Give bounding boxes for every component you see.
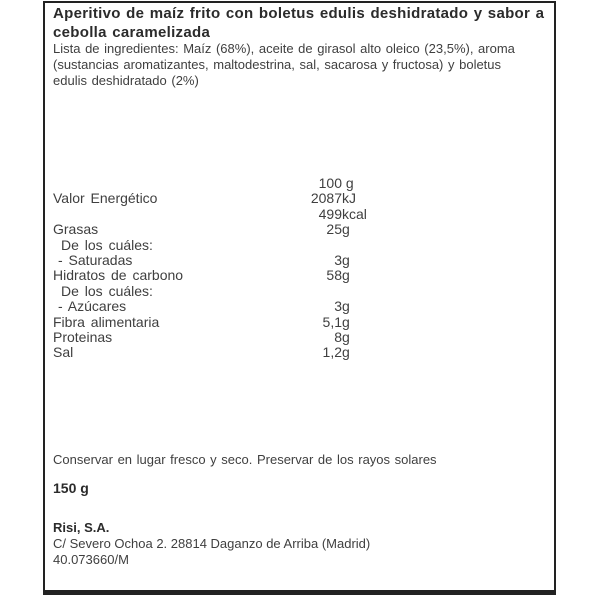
nutrient-unit: g	[342, 221, 350, 238]
nutrition-table	[53, 176, 548, 361]
nutrient-unit	[342, 284, 392, 299]
nutrition-row-salt	[53, 345, 548, 360]
product-label-box	[43, 1, 556, 595]
nutrition-header-row	[53, 176, 548, 191]
nutrition-row-protein	[53, 330, 548, 345]
nutrient-label: - Saturadas	[58, 251, 133, 268]
nutrient-unit: g	[342, 313, 350, 330]
nutrient-value	[298, 284, 342, 299]
storage-instructions: Conservar en lugar fresco y seco. Preservar de los rayos solares	[53, 452, 437, 467]
nutrition-row-energy-kcal	[53, 207, 548, 222]
nutrition-row-fibre	[53, 315, 548, 330]
nutrition-row-of-which-fat	[53, 238, 548, 253]
nutrition-row-fat	[53, 222, 548, 237]
nutrient-label	[53, 207, 298, 222]
nutrition-header-unit: g	[342, 175, 354, 191]
nutrient-label: Sal	[53, 344, 74, 361]
nutrition-row-carbohydrate	[53, 268, 548, 283]
nutrient-unit: g	[342, 344, 350, 361]
nutrient-unit: g	[342, 298, 350, 315]
nutrient-unit: kJ	[342, 190, 356, 207]
nutrient-label: Proteinas	[53, 328, 113, 345]
nutrient-value: 2087	[310, 190, 342, 207]
nutrient-label: Fibra alimentaria	[53, 313, 160, 330]
nutrient-unit	[342, 238, 392, 253]
nutrient-label: Hidratos de carbono	[53, 267, 184, 284]
nutrient-label: - Azúcares	[58, 298, 127, 315]
manufacturer-block	[53, 520, 533, 568]
nutrient-value: 5,1	[322, 313, 342, 330]
nutrition-row-of-which-carb	[53, 284, 548, 299]
nutrition-header-amount: 100	[318, 175, 342, 191]
nutrient-label: Valor Energético	[53, 190, 158, 207]
nutrition-row-energy	[53, 191, 548, 206]
ingredients-text: Lista de ingredientes: Maíz (68%), aceite de girasol alto oleico (23,5%), aroma (sustancias aromatizantes, maltodestrina, sal, sacarosa y fructosa) y boletus edulis deshidratado (2%)	[53, 41, 515, 88]
nutrient-value: 3	[334, 251, 342, 268]
nutrient-label: Grasas	[53, 221, 99, 238]
product-title: Aperitivo de maíz frito con boletus edulis deshidratado y sabor a cebolla caramelizada	[53, 5, 545, 41]
nutrient-label: De los cuáles:	[61, 282, 153, 299]
nutrient-unit: kcal	[342, 205, 367, 222]
nutrient-value	[298, 238, 342, 253]
nutrition-header-label	[53, 176, 298, 191]
nutrient-unit: g	[342, 251, 350, 268]
manufacturer-address: C/ Severo Ochoa 2. 28814 Daganzo de Arriba (Madrid)	[53, 536, 371, 551]
nutrient-unit: g	[342, 267, 350, 284]
nutrient-value: 3	[334, 298, 342, 315]
net-weight: 150 g	[53, 480, 89, 496]
nutrient-label: De los cuáles:	[61, 236, 153, 253]
nutrition-row-sugars	[53, 299, 548, 314]
nutrient-value: 1,2	[322, 344, 342, 361]
nutrient-value: 25	[326, 221, 342, 238]
nutrient-value: 499	[318, 205, 342, 222]
manufacturer-registry-number: 40.073660/M	[53, 552, 129, 567]
nutrient-value: 58	[326, 267, 342, 284]
nutrition-row-saturates	[53, 253, 548, 268]
nutrient-unit: g	[342, 328, 350, 345]
manufacturer-name: Risi, S.A.	[53, 520, 110, 535]
nutrient-value: 8	[334, 328, 342, 345]
